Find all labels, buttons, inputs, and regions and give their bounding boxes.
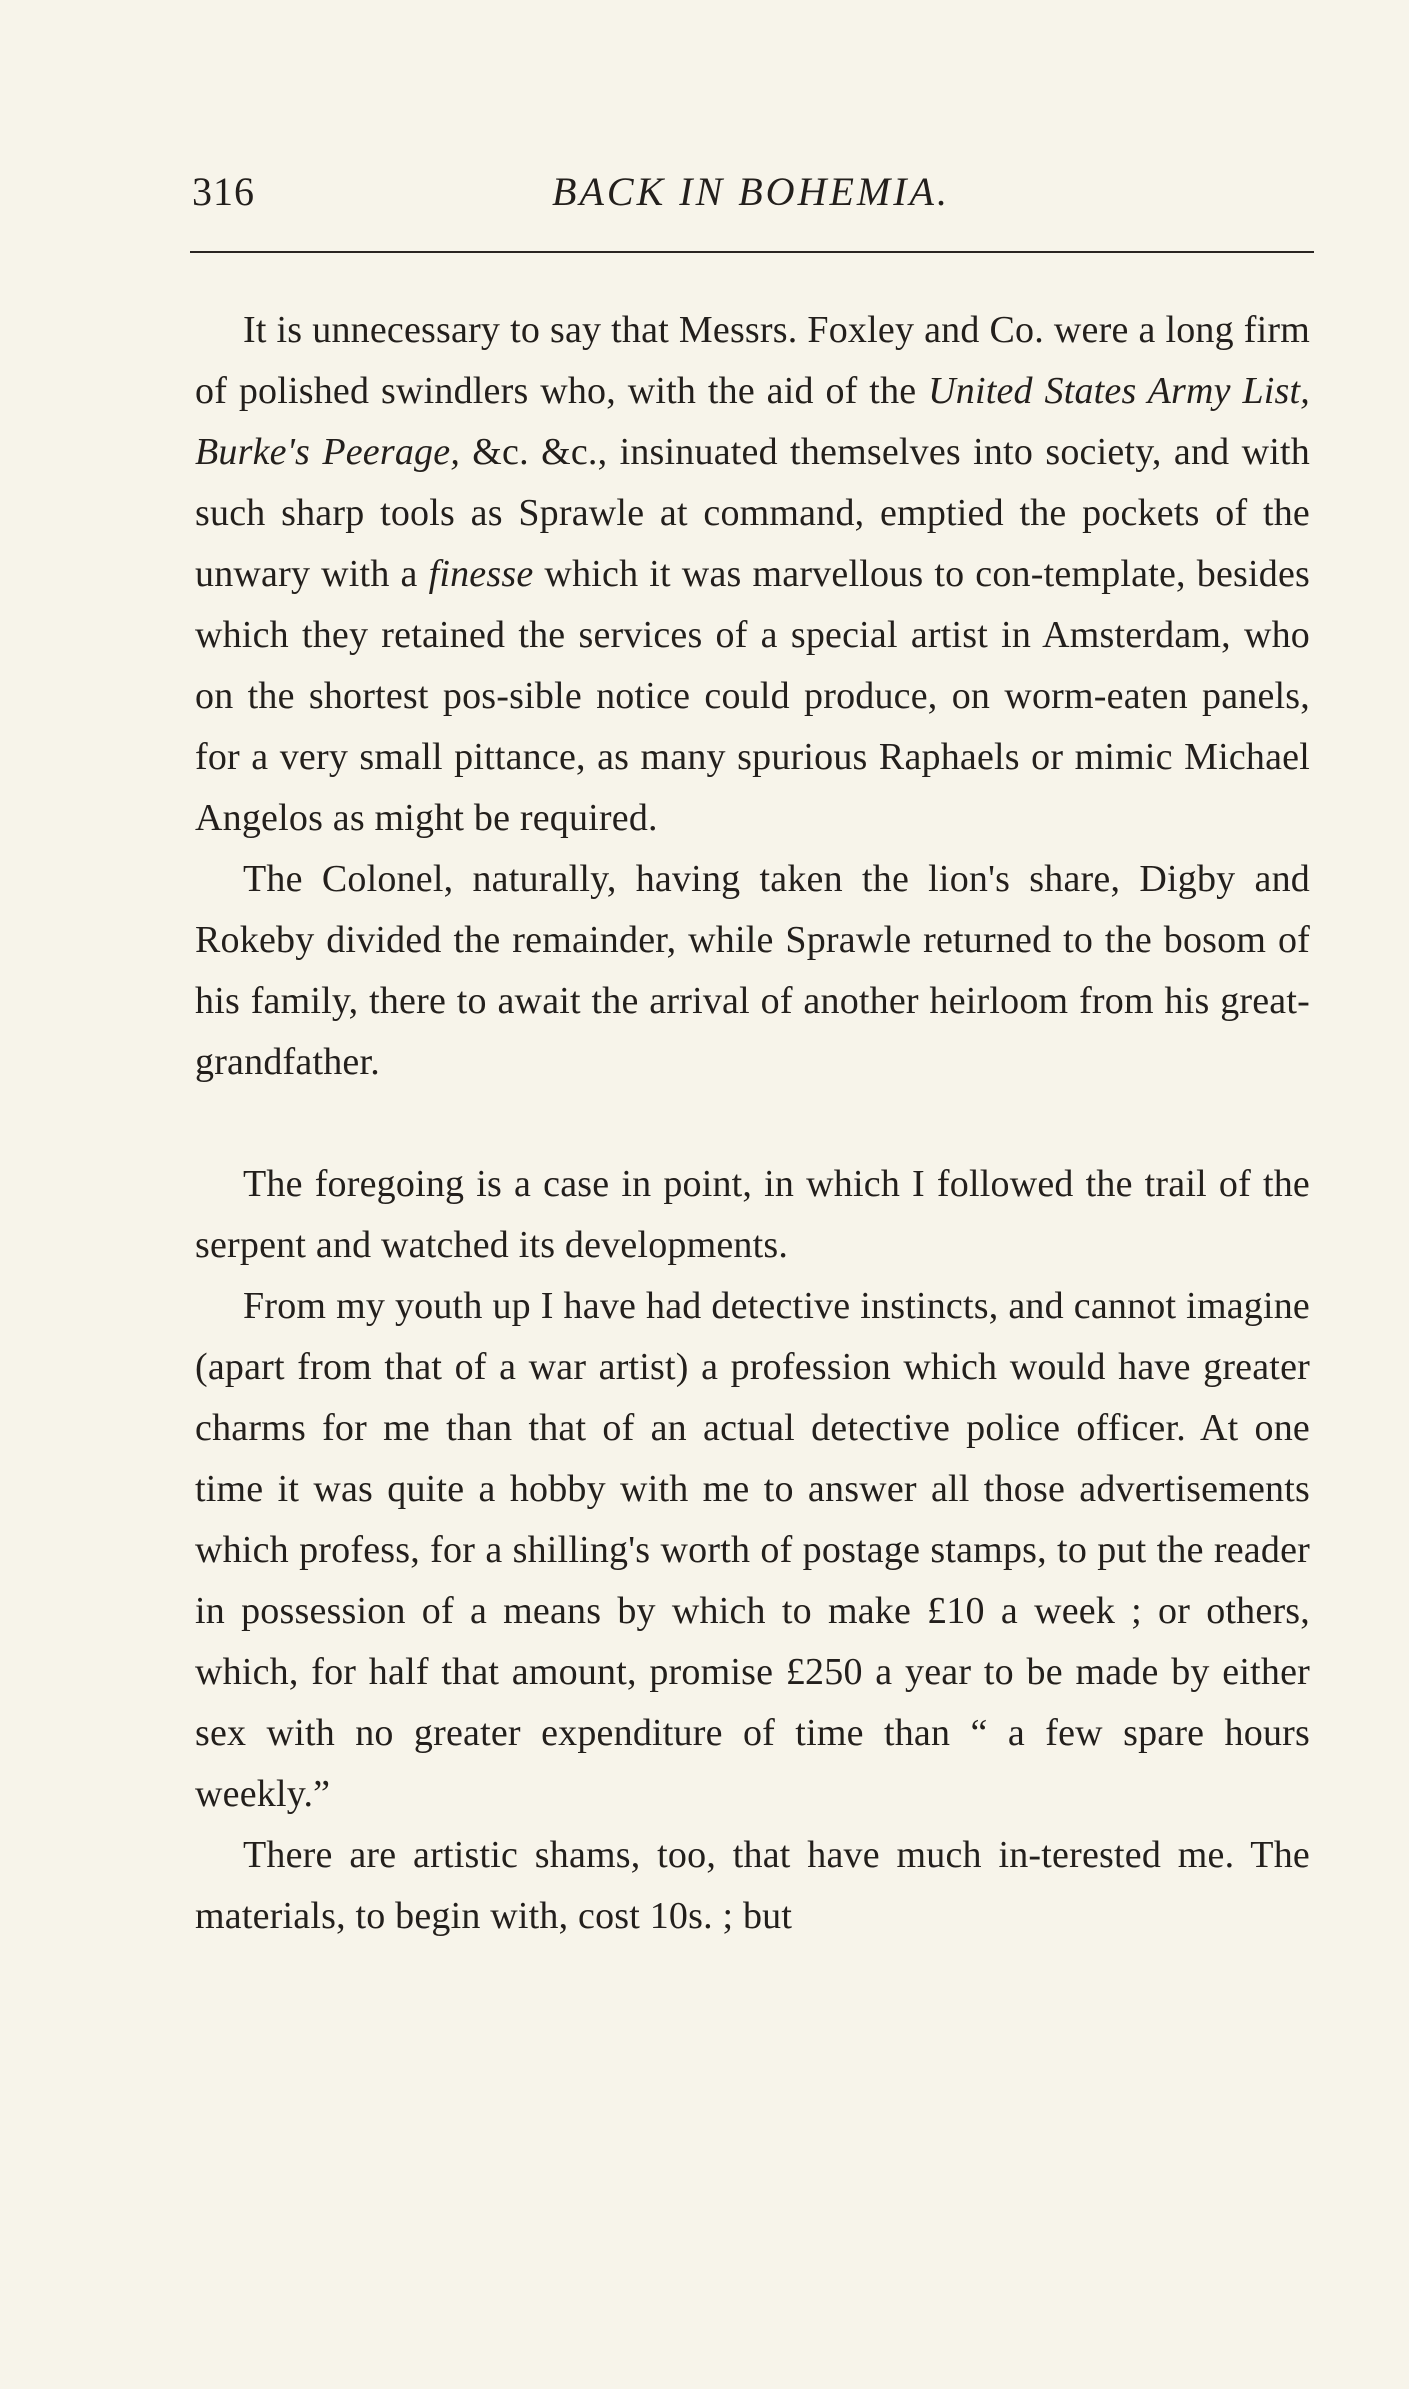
text-run: There are artistic shams, too, that have much in-terested me. The materials, to begin with, cost 10s. ; but [195, 1834, 1310, 1937]
paragraph [195, 1154, 1310, 1276]
running-head: BACK IN BOHEMIA. [552, 169, 950, 214]
paragraph [195, 300, 1310, 849]
text-run: From my youth up I have had detective instincts, and cannot imagine (apart from that of a war artist) a profession which would have greater charms for me than that of an actual detective police officer. At one time it was quite a hobby with me to answer all those advertisements which profess, for a shilling's worth of postage stamps, to put the reader in possession of a means by which to make £10 a week ; or others, which, for half that amount, promise £250 a year to be made by either sex with no greater expenditure of time than “ a few spare hours weekly.” [195, 1285, 1310, 1815]
text-run: &c. &c., insinuated themselves into society, and with such sharp tools as Sprawle at command, emptied the pockets of the unwary with a [195, 431, 1310, 595]
header-rule [190, 251, 1314, 253]
page-number: 316 [192, 169, 255, 214]
italic-text: United States Army List, Burke's Peerage, [195, 370, 1310, 473]
text-run: The foregoing is a case in point, in which I followed the trail of the serpent and watched its developments. [195, 1163, 1310, 1266]
paragraph [195, 1276, 1310, 1825]
italic-text: finesse [428, 553, 534, 595]
body-text [195, 300, 1310, 1947]
paragraph [195, 1825, 1310, 1947]
text-run: The Colonel, naturally, having taken the lion's share, Digby and Rokeby divided the remainder, while Sprawle returned to the bosom of his family, there to await the arrival of another heirloom from his great-grandfather. [195, 858, 1310, 1083]
text-run: which it was marvellous to con-template, besides which they retained the services of a special artist in Amsterdam, who on the shortest pos-sible notice could produce, on worm-eaten panels, for a very small pittance, as many spurious Raphaels or mimic Michael Angelos as might be required. [195, 553, 1311, 839]
paragraph [195, 849, 1310, 1093]
page-header [192, 168, 1310, 228]
text-run: It is unnecessary to say that Messrs. Foxley and Co. were a long firm of polished swindlers who, with the aid of the [195, 309, 1310, 412]
